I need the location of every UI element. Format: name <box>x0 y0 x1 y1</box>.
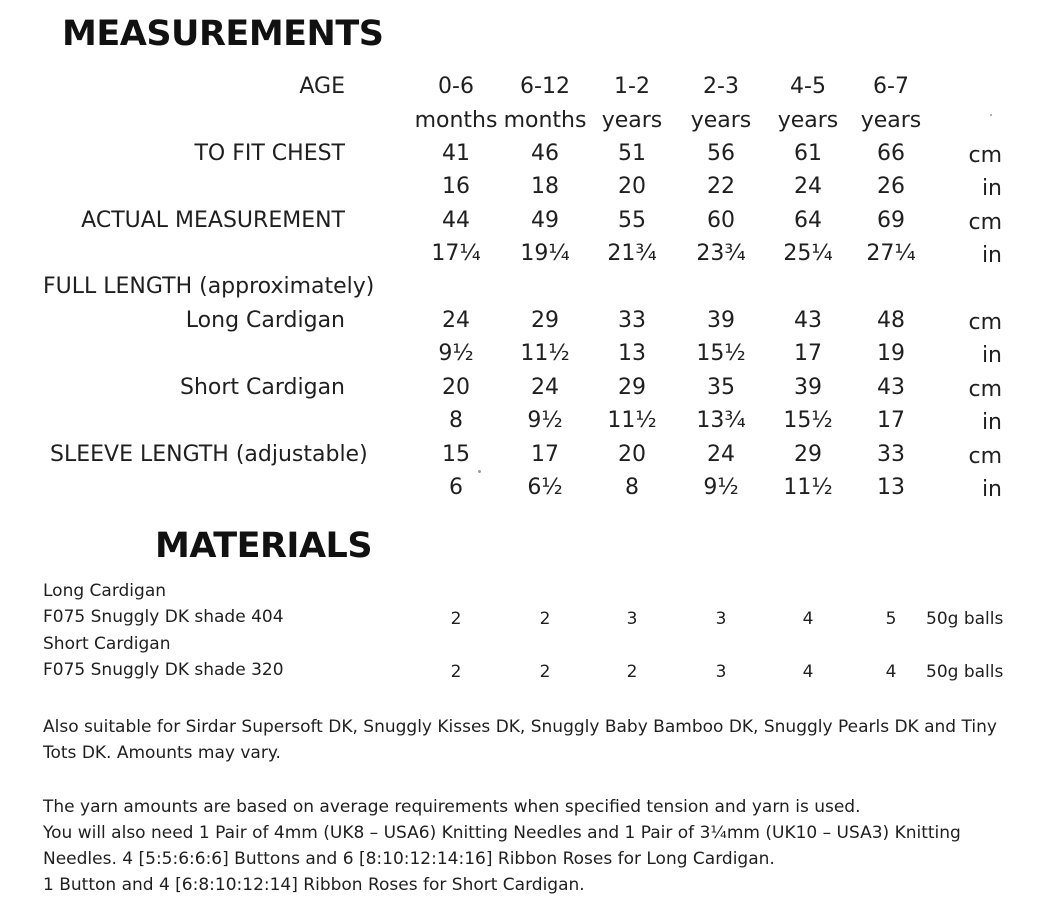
long-yarn-value: 2 <box>539 609 551 629</box>
actual-cm-value: 44 <box>442 208 470 233</box>
actual-in-value: 25¼ <box>783 241 833 266</box>
short-in-value: 13¾ <box>696 408 746 433</box>
requirements-note <box>43 794 1003 898</box>
long-yarn-label: F075 Snuggly DK shade 404 <box>43 607 284 627</box>
chest-cm-value: 51 <box>618 141 646 166</box>
age-label: AGE <box>299 74 345 99</box>
short-cm-value: 43 <box>877 375 905 400</box>
age-row <box>0 74 1054 108</box>
unit-cm: cm <box>968 143 1002 168</box>
full-length-label: FULL LENGTH (approximately) <box>43 274 375 299</box>
alternative-yarns-note <box>43 714 1003 766</box>
short-cardigan-label: Short Cardigan <box>180 375 345 400</box>
actual-label: ACTUAL MEASUREMENT <box>81 208 345 233</box>
long-yarn-value: 3 <box>715 609 727 629</box>
chest-cm-value: 66 <box>877 141 905 166</box>
chest-in-row <box>0 174 1054 208</box>
note-line: Tots DK. Amounts may vary. <box>43 743 281 763</box>
long-cm-value: 48 <box>877 308 905 333</box>
short-in-value: 11½ <box>607 408 657 433</box>
materials-heading: MATERIALS <box>155 526 373 566</box>
measurements-heading: MEASUREMENTS <box>62 14 384 54</box>
age-value: 1-2 <box>614 74 650 99</box>
long-in-value: 11½ <box>520 341 570 366</box>
unit-cm: cm <box>968 377 1002 402</box>
actual-cm-row <box>0 208 1054 242</box>
chest-cm-row <box>0 141 1054 175</box>
short-yarn-value: 2 <box>450 662 462 682</box>
sleeve-in-value: 11½ <box>783 475 833 500</box>
chest-cm-value: 46 <box>531 141 559 166</box>
sleeve-in-value: 8 <box>625 475 639 500</box>
actual-in-value: 19¼ <box>520 241 570 266</box>
unit-in: in <box>981 477 1002 502</box>
short-yarn-label: F075 Snuggly DK shade 320 <box>43 660 284 680</box>
chest-in-value: 22 <box>707 174 735 199</box>
sleeve-cm-value: 24 <box>707 442 735 467</box>
long-cardigan-title: Long Cardigan <box>43 581 167 601</box>
actual-in-value: 27¼ <box>866 241 916 266</box>
sleeve-in-value: 9½ <box>703 475 739 500</box>
short-in-value: 8 <box>449 408 463 433</box>
note-line: The yarn amounts are based on average requirements when specified tension and yarn is used. <box>43 797 861 817</box>
long-in-value: 9½ <box>438 341 474 366</box>
short-cm-row <box>0 375 1054 409</box>
actual-in-value: 17¼ <box>431 241 481 266</box>
unit-in: in <box>981 243 1002 268</box>
note-line: 1 Button and 4 [6:8:10:12:14] Ribbon Roses for Short Cardigan. <box>43 875 585 895</box>
short-cm-value: 20 <box>442 375 470 400</box>
long-cm-value: 33 <box>618 308 646 333</box>
long-cm-value: 43 <box>794 308 822 333</box>
note-line: You will also need 1 Pair of 4mm (UK8 – USA6) Knitting Needles and 1 Pair of 3¼mm (UK10 – USA3) Knitting <box>43 823 961 843</box>
unit-cm: cm <box>968 210 1002 235</box>
age-unit: years <box>860 108 922 133</box>
note-line: Needles. 4 [5:5:6:6:6] Buttons and 6 [8:10:12:14:16] Ribbon Roses for Long Cardigan. <box>43 849 775 869</box>
short-yarn-value: 3 <box>715 662 727 682</box>
scan-speck <box>990 114 992 116</box>
age-unit: months <box>414 108 498 133</box>
actual-cm-value: 49 <box>531 208 559 233</box>
short-yarn-value: 2 <box>539 662 551 682</box>
short-cm-value: 24 <box>531 375 559 400</box>
unit-in: in <box>981 343 1002 368</box>
age-unit: years <box>601 108 663 133</box>
long-cm-value: 24 <box>442 308 470 333</box>
balls-unit: 50g balls <box>926 609 1004 629</box>
age-value: 4-5 <box>790 74 826 99</box>
sleeve-in-value: 6 <box>449 475 463 500</box>
short-cm-value: 29 <box>618 375 646 400</box>
actual-cm-value: 60 <box>707 208 735 233</box>
chest-cm-value: 41 <box>442 141 470 166</box>
unit-cm: cm <box>968 310 1002 335</box>
unit-in: in <box>981 410 1002 435</box>
chest-in-value: 26 <box>877 174 905 199</box>
scan-speck <box>478 470 481 473</box>
long-in-value: 13 <box>618 341 646 366</box>
long-in-row <box>0 341 1054 375</box>
short-cardigan-title-row <box>0 634 1054 660</box>
long-cardigan-label: Long Cardigan <box>185 308 345 333</box>
actual-cm-value: 69 <box>877 208 905 233</box>
long-cm-value: 29 <box>531 308 559 333</box>
chest-label: TO FIT CHEST <box>194 141 345 166</box>
age-unit: years <box>690 108 752 133</box>
age-value: 0-6 <box>438 74 474 99</box>
sleeve-in-value: 6½ <box>527 475 563 500</box>
sleeve-cm-value: 17 <box>531 442 559 467</box>
sleeve-cm-value: 20 <box>618 442 646 467</box>
long-yarn-row <box>0 607 1054 633</box>
short-yarn-value: 2 <box>626 662 638 682</box>
sleeve-cm-value: 29 <box>794 442 822 467</box>
unit-cm: cm <box>968 444 1002 469</box>
short-in-value: 15½ <box>783 408 833 433</box>
long-cardigan-title-row <box>0 581 1054 607</box>
long-yarn-value: 4 <box>802 609 814 629</box>
long-cm-value: 39 <box>707 308 735 333</box>
short-in-row <box>0 408 1054 442</box>
short-cardigan-title: Short Cardigan <box>43 634 171 654</box>
chest-cm-value: 61 <box>794 141 822 166</box>
chest-cm-value: 56 <box>707 141 735 166</box>
age-value: 6-7 <box>873 74 909 99</box>
short-in-value: 17 <box>877 408 905 433</box>
long-in-value: 17 <box>794 341 822 366</box>
long-yarn-value: 5 <box>885 609 897 629</box>
short-in-value: 9½ <box>527 408 563 433</box>
sleeve-in-row <box>0 475 1054 509</box>
age-value: 2-3 <box>703 74 739 99</box>
short-yarn-row <box>0 660 1054 686</box>
short-yarn-value: 4 <box>802 662 814 682</box>
chest-in-value: 18 <box>531 174 559 199</box>
age-value: 6-12 <box>520 74 570 99</box>
long-yarn-value: 2 <box>450 609 462 629</box>
sleeve-cm-value: 15 <box>442 442 470 467</box>
actual-cm-value: 55 <box>618 208 646 233</box>
balls-unit: 50g balls <box>926 662 1004 682</box>
full-length-row <box>0 274 1054 308</box>
long-in-value: 15½ <box>696 341 746 366</box>
sleeve-in-value: 13 <box>877 475 905 500</box>
age-unit: months <box>503 108 587 133</box>
actual-in-value: 21¾ <box>607 241 657 266</box>
actual-in-value: 23¾ <box>696 241 746 266</box>
note-line: Also suitable for Sirdar Supersoft DK, Snuggly Kisses DK, Snuggly Baby Bamboo DK, Snuggly Pearls DK and Tiny <box>43 717 997 737</box>
unit-in: in <box>981 176 1002 201</box>
age-unit: years <box>777 108 839 133</box>
age-unit-row <box>0 108 1054 142</box>
chest-in-value: 24 <box>794 174 822 199</box>
actual-cm-value: 64 <box>794 208 822 233</box>
long-in-value: 19 <box>877 341 905 366</box>
short-cm-value: 39 <box>794 375 822 400</box>
sleeve-length-label: SLEEVE LENGTH (adjustable) <box>50 442 368 467</box>
long-yarn-value: 3 <box>626 609 638 629</box>
short-cm-value: 35 <box>707 375 735 400</box>
actual-in-row <box>0 241 1054 275</box>
long-cm-row <box>0 308 1054 342</box>
sleeve-cm-value: 33 <box>877 442 905 467</box>
short-yarn-value: 4 <box>885 662 897 682</box>
chest-in-value: 16 <box>442 174 470 199</box>
sleeve-cm-row <box>0 442 1054 476</box>
chest-in-value: 20 <box>618 174 646 199</box>
